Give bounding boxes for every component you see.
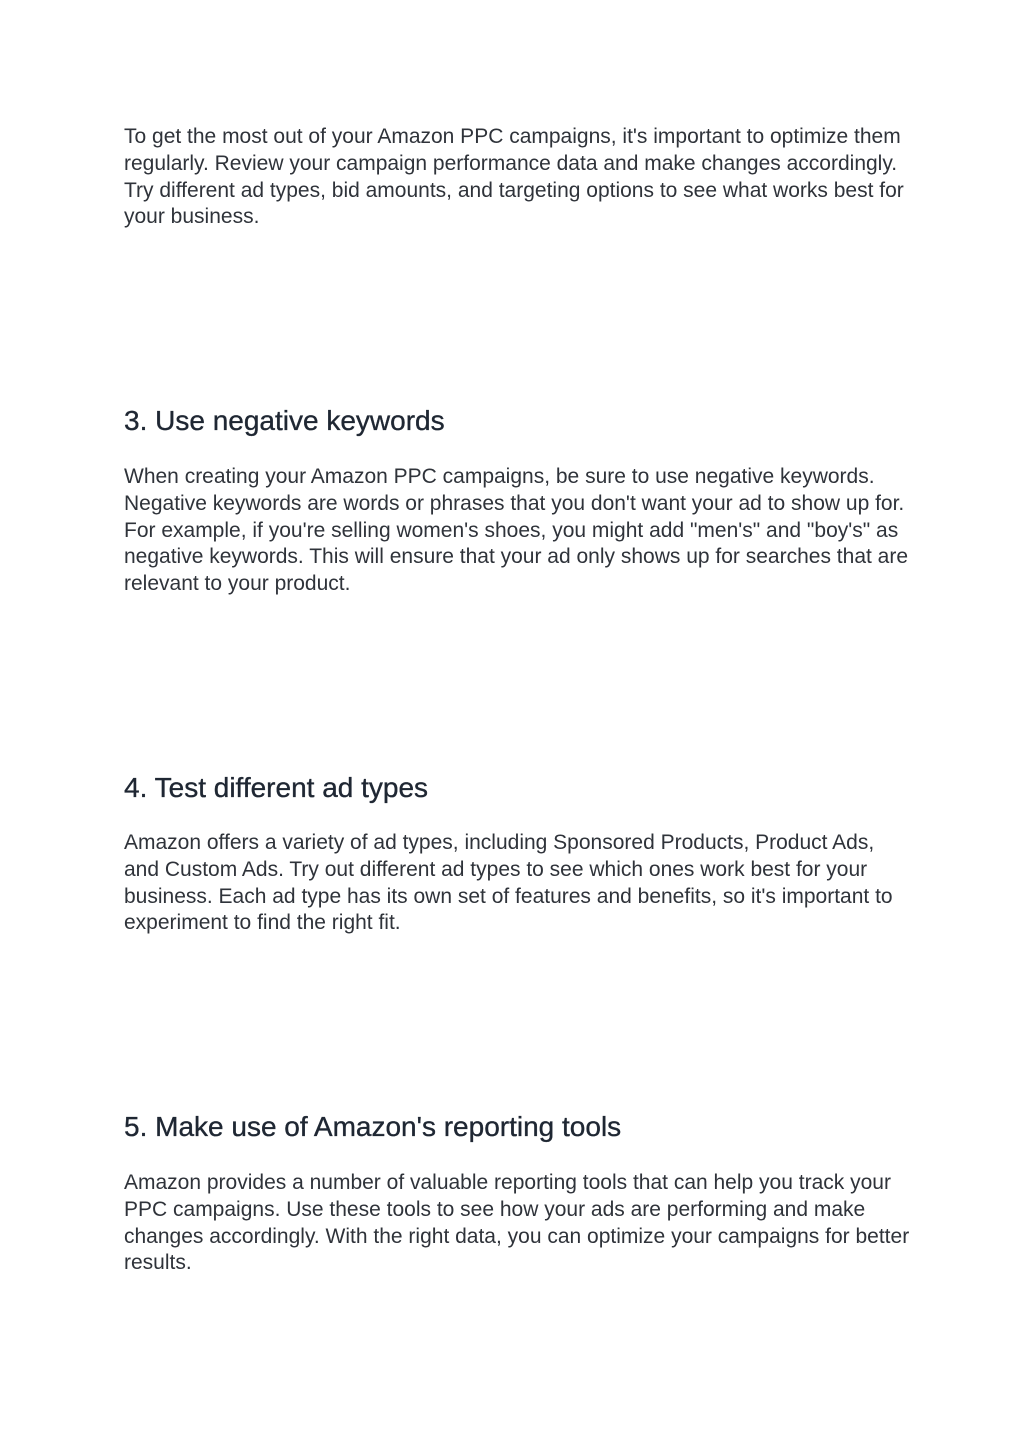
section-body-ad-types: Amazon offers a variety of ad types, including Sponsored Products, Product Ads, and Custom Ads. Try out different ad types to see which ones work best for your business. Each ad type has its own set of features and benefits, so it's important to experiment to find the right fit.	[124, 831, 893, 935]
intro-paragraph: To get the most out of your Amazon PPC campaigns, it's important to optimize them regularly. Review your campaign performance data and make changes accordingly. Try different ad types, bid amounts, and targeting options to see what works best for your business.	[124, 125, 904, 229]
section-heading-reporting-tools: 5. Make use of Amazon's reporting tools	[124, 1111, 622, 1142]
section-body-negative-keywords: When creating your Amazon PPC campaigns, be sure to use negative keywords. Negative keywords are words or phrases that you don't want your ad to show up for. For example, if you're selling women's shoes, you might add "men's" and "boy's" as negative keywords. This will ensure that your ad only shows up for searches that are relevant to your product.	[124, 465, 909, 596]
section-heading-negative-keywords: 3. Use negative keywords	[124, 405, 445, 436]
section-body-reporting-tools: Amazon provides a number of valuable reporting tools that can help you track your PPC campaigns. Use these tools to see how your ads are performing and make changes accordingly. With the right data, you can optimize your campaigns for better results.	[124, 1171, 910, 1275]
section-heading-ad-types: 4. Test different ad types	[124, 772, 429, 803]
